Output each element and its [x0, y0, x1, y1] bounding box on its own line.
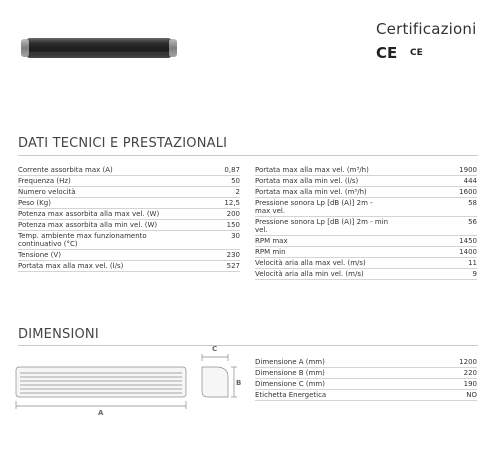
- spec-value: 11: [430, 258, 477, 269]
- table-row: [255, 236, 477, 247]
- table-row: [18, 231, 240, 250]
- table-row: [18, 220, 240, 231]
- technical-data-title: DATI TECNICI E PRESTAZIONALI: [18, 136, 228, 151]
- spec-value: 220: [433, 368, 477, 379]
- spec-value: 190: [433, 379, 477, 390]
- spec-value: 1450: [430, 236, 477, 247]
- table-row: [255, 217, 477, 236]
- spec-value: 150: [203, 220, 240, 231]
- spec-value: 1900: [430, 165, 477, 176]
- table-row: [18, 165, 240, 176]
- spec-label: Portata max alla min vel. (m³/h): [255, 187, 430, 198]
- spec-label: RPM max: [255, 236, 430, 247]
- table-row: [255, 247, 477, 258]
- table-row: [255, 269, 477, 280]
- table-row: [255, 258, 477, 269]
- table-row: [255, 390, 477, 401]
- spec-value: 527: [203, 261, 240, 272]
- spec-label: Peso (Kg): [18, 198, 203, 209]
- spec-value: 12,5: [203, 198, 240, 209]
- spec-value: 30: [203, 231, 240, 250]
- dimensions-title: DIMENSIONI: [18, 327, 99, 342]
- spec-label: Velocità aria alla min vel. (m/s): [255, 269, 430, 280]
- spec-value: 1600: [430, 187, 477, 198]
- spec-label: Temp. ambiente max funzionamento continuativo (°C): [18, 231, 203, 250]
- spec-value: 1400: [430, 247, 477, 258]
- table-row: [18, 209, 240, 220]
- table-row: [18, 250, 240, 261]
- table-row: [255, 187, 477, 198]
- table-row: [18, 187, 240, 198]
- spec-label: Etichetta Energetica: [255, 390, 433, 401]
- spec-label: Portata max alla max vel. (l/s): [18, 261, 203, 272]
- spec-value: 0,87: [203, 165, 240, 176]
- technical-table-right: [255, 165, 477, 280]
- table-row: [255, 198, 477, 217]
- table-row: [255, 176, 477, 187]
- table-row: [255, 165, 477, 176]
- spec-value: 230: [203, 250, 240, 261]
- spec-value: 444: [430, 176, 477, 187]
- spec-label: Potenza max assorbita alla min vel. (W): [18, 220, 203, 231]
- spec-label: Portata max alla min vel. (l/s): [255, 176, 430, 187]
- spec-value: 2: [203, 187, 240, 198]
- table-row: [18, 176, 240, 187]
- spec-label: Portata max alla max vel. (m³/h): [255, 165, 430, 176]
- dimension-a-label: A: [98, 409, 104, 417]
- dimension-c-label: C: [212, 345, 218, 353]
- spec-value: 50: [203, 176, 240, 187]
- spec-label: Corrente assorbita max (A): [18, 165, 203, 176]
- product-image: [20, 36, 178, 60]
- spec-value: 200: [203, 209, 240, 220]
- spec-value: 56: [430, 217, 477, 236]
- spec-value: 1200: [433, 357, 477, 368]
- spec-value: 9: [430, 269, 477, 280]
- certifications-title: Certificazioni: [376, 20, 477, 38]
- table-row: [18, 261, 240, 272]
- table-row: [255, 379, 477, 390]
- spec-label: RPM min: [255, 247, 430, 258]
- ce-mark-small-icon: CE: [410, 48, 423, 58]
- spec-label: Dimensione A (mm): [255, 357, 433, 368]
- spec-label: Pressione sonora Lp [dB (A)] 2m - min vel.: [255, 217, 430, 236]
- spec-label: Dimensione C (mm): [255, 379, 433, 390]
- section-divider: [18, 155, 478, 156]
- spec-label: Velocità aria alla max vel. (m/s): [255, 258, 430, 269]
- dimension-b-label: B: [236, 379, 242, 387]
- table-row: [255, 368, 477, 379]
- spec-label: Frequenza (Hz): [18, 176, 203, 187]
- spec-label: Potenza max assorbita alla max vel. (W): [18, 209, 203, 220]
- spec-label: Dimensione B (mm): [255, 368, 433, 379]
- ce-mark-icon: CE: [376, 44, 398, 62]
- spec-label: Pressione sonora Lp [dB (A)] 2m - max vel.: [255, 198, 430, 217]
- spec-label: Numero velocità: [18, 187, 203, 198]
- spec-value: NO: [433, 390, 477, 401]
- spec-value: 58: [430, 198, 477, 217]
- table-row: [255, 357, 477, 368]
- dimension-drawing: [12, 343, 242, 423]
- technical-table-left: [18, 165, 240, 272]
- spec-label: Tensione (V): [18, 250, 203, 261]
- table-row: [18, 198, 240, 209]
- dimensions-table: [255, 357, 477, 401]
